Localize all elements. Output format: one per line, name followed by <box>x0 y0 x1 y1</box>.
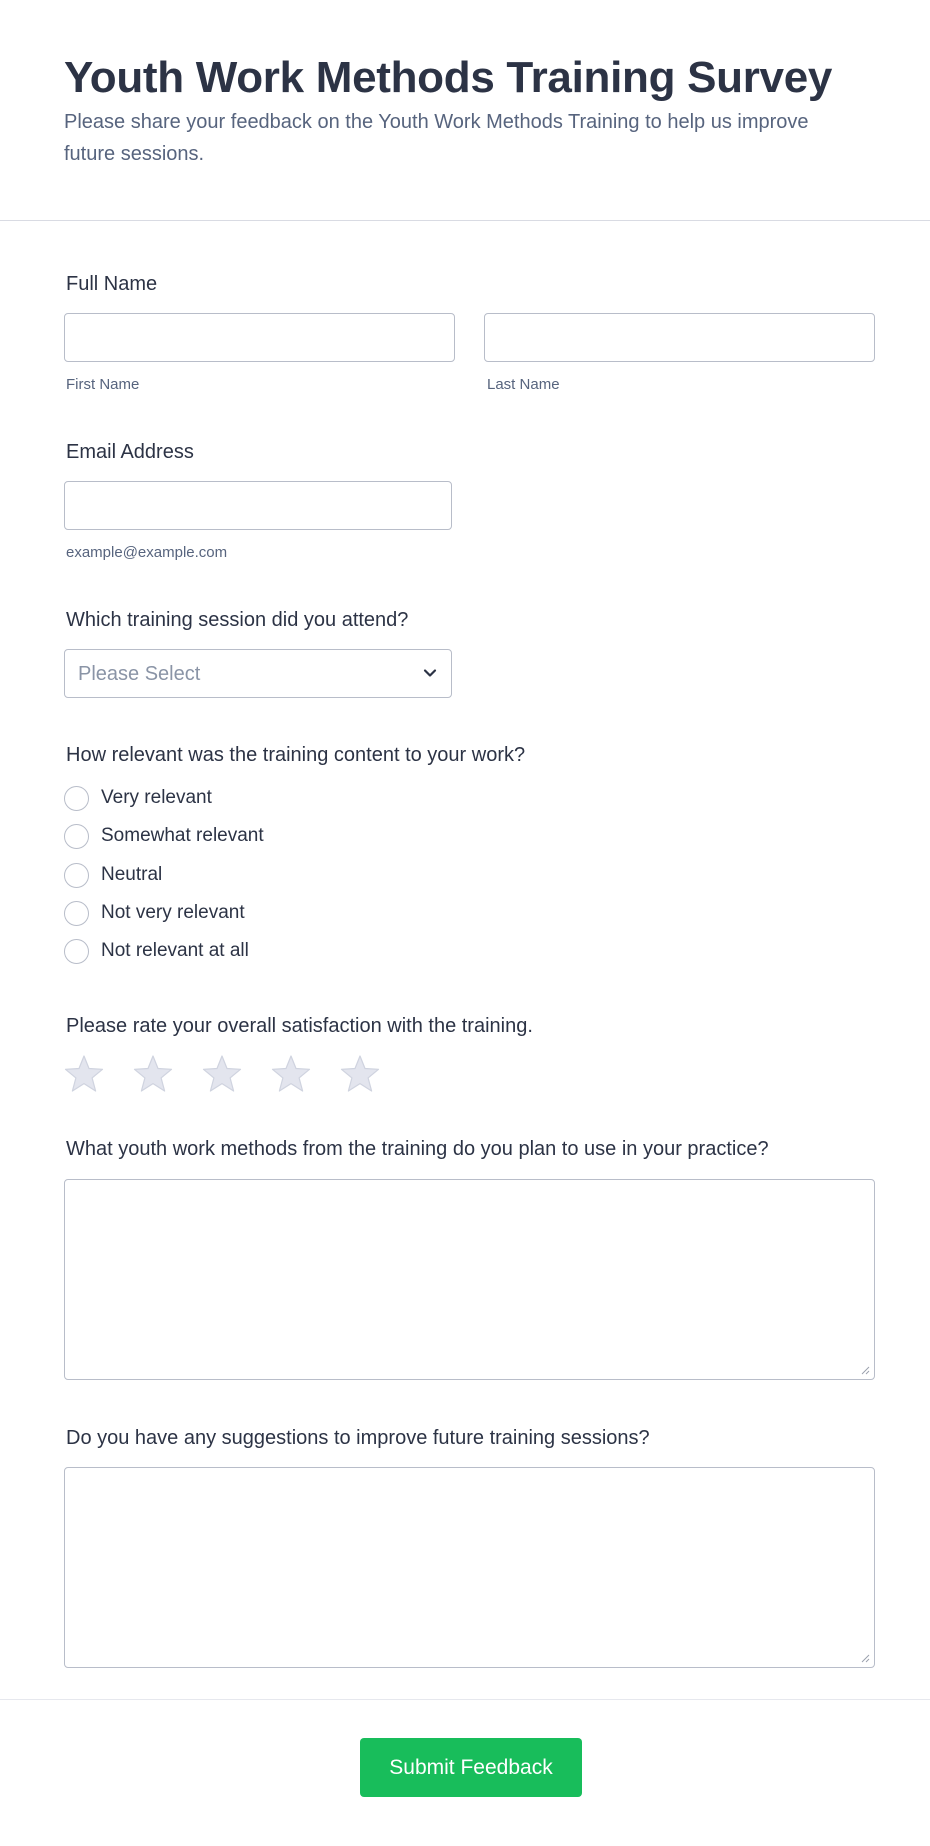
form-header <box>0 0 930 221</box>
radio-circle[interactable] <box>64 786 89 811</box>
radio-circle[interactable] <box>64 901 89 926</box>
radio-circle[interactable] <box>64 824 89 849</box>
star-icon[interactable] <box>132 1054 174 1094</box>
radio-circle[interactable] <box>64 939 89 964</box>
radio-label: Not relevant at all <box>101 940 249 961</box>
resize-handle-icon[interactable] <box>860 1653 870 1663</box>
rating-label: Please rate your overall satisfaction with the training. <box>66 1015 533 1037</box>
email-sublabel: example@example.com <box>66 544 228 561</box>
star-icon[interactable] <box>339 1054 381 1094</box>
relevance-label: How relevant was the training content to your work? <box>66 744 526 766</box>
resize-handle-icon[interactable] <box>860 1365 870 1375</box>
session-select-value: Please Select <box>78 663 201 685</box>
submit-button[interactable]: Submit Feedback <box>360 1738 582 1797</box>
suggestions-textarea[interactable] <box>64 1467 875 1668</box>
email-input[interactable] <box>64 481 452 530</box>
session-select[interactable] <box>64 649 452 698</box>
email-label: Email Address <box>66 441 194 463</box>
star-icon[interactable] <box>63 1054 105 1094</box>
star-icon[interactable] <box>201 1054 243 1094</box>
radio-label: Neutral <box>101 864 163 885</box>
radio-label: Somewhat relevant <box>101 825 264 846</box>
session-label: Which training session did you attend? <box>66 609 409 631</box>
star-icon[interactable] <box>270 1054 312 1094</box>
radio-circle[interactable] <box>64 863 89 888</box>
radio-label: Very relevant <box>101 787 212 808</box>
suggestions-label: Do you have any suggestions to improve future training sessions? <box>66 1427 650 1449</box>
first-name-input[interactable] <box>64 313 455 362</box>
first-name-sublabel: First Name <box>66 376 140 393</box>
form-title: Youth Work Methods Training Survey <box>64 53 833 102</box>
chevron-down-icon <box>421 664 439 682</box>
full-name-label: Full Name <box>66 273 158 295</box>
form-subtitle: Please share your feedback on the Youth Work Methods Training to help us improve future sessions. <box>64 111 809 165</box>
footer-divider <box>0 1699 930 1700</box>
methods-label: What youth work methods from the training do you plan to use in your practice? <box>66 1138 769 1160</box>
methods-textarea[interactable] <box>64 1179 875 1380</box>
radio-label: Not very relevant <box>101 902 245 923</box>
last-name-input[interactable] <box>484 313 875 362</box>
last-name-sublabel: Last Name <box>487 376 560 393</box>
